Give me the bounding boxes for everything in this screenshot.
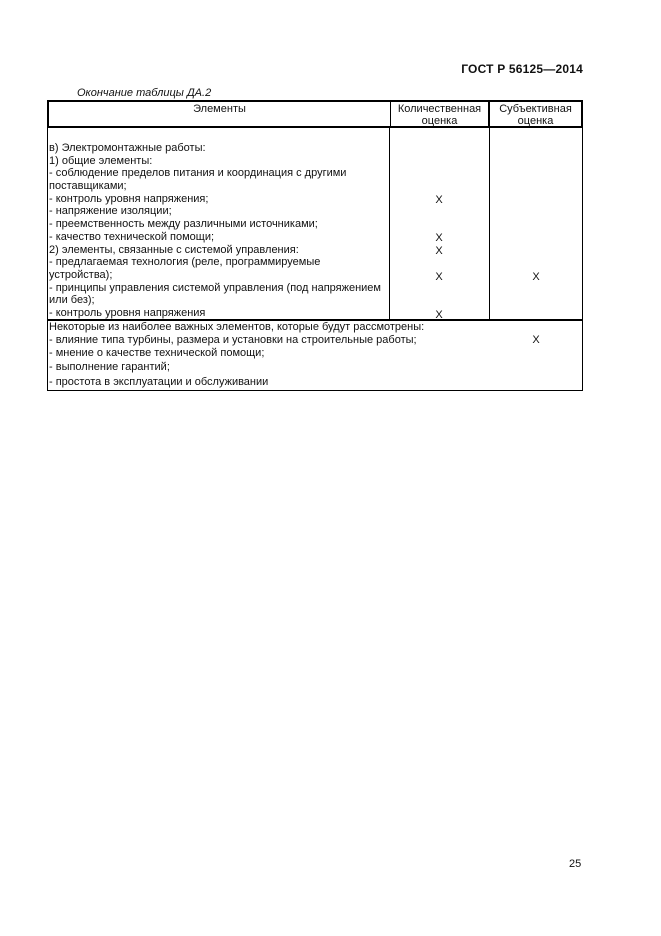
list-item: - принципы управления системой управления (под напряжением (49, 281, 381, 294)
header-quantitative (390, 102, 488, 126)
quantitative-mark: X (435, 309, 443, 321)
table-da2 (47, 100, 583, 391)
header-subjective-line2: оценка (517, 115, 554, 127)
elements-list (49, 142, 389, 320)
list-item: в) Электромонтажные работы: (49, 142, 206, 154)
note-line: - выполнение гарантий; (49, 360, 170, 373)
quantitative-mark: X (435, 232, 443, 244)
header-elements (49, 102, 390, 126)
header-subjective (488, 102, 581, 126)
list-item: 1) общие элементы: (49, 154, 153, 167)
header-quantitative-line1: Количественная (397, 103, 482, 115)
table-note-row (47, 321, 583, 391)
list-item: - предлагаемая технология (реле, программируемые (49, 256, 321, 269)
header-quantitative-line2: оценка (421, 115, 458, 127)
column-divider (389, 128, 390, 319)
list-item: - напряжение изоляции; (49, 205, 172, 218)
subjective-mark: X (532, 271, 540, 283)
subjective-mark: X (532, 334, 540, 346)
quantitative-mark: X (435, 194, 443, 206)
header-subjective-line1: Субъективная (499, 103, 572, 115)
list-item: 2) элементы, связанные с системой управления: (49, 243, 299, 256)
quantitative-mark: X (435, 271, 443, 283)
list-item: поставщиками; (49, 180, 127, 193)
standard-header: ГОСТ Р 56125—2014 (461, 62, 583, 76)
list-item: - качество технической помощи; (49, 230, 215, 243)
column-divider (489, 128, 490, 319)
table-caption: Окончание таблицы ДА.2 (77, 87, 212, 99)
note-line: - мнение о качестве технической помощи; (49, 347, 265, 360)
list-item: - контроль уровня напряжения (49, 306, 206, 319)
note-line: - влияние типа турбины, размера и установки на строительные работы; (49, 334, 417, 347)
quantitative-mark: X (435, 245, 443, 257)
list-item: - контроль уровня напряжения; (49, 192, 209, 205)
list-item: - преемственность между различными источниками; (49, 218, 318, 231)
table-header-row (47, 100, 583, 128)
note-line: - простота в эксплуатации и обслуживании (49, 375, 269, 388)
list-item: или без); (49, 294, 95, 307)
page-number: 25 (569, 858, 582, 870)
header-elements-label: Элементы (193, 103, 246, 115)
list-item: устройства); (49, 268, 113, 281)
note-line: Некоторые из наиболее важных элементов, которые будут рассмотрены: (49, 321, 425, 333)
list-item: - соблюдение пределов питания и координация с другими (49, 167, 347, 180)
